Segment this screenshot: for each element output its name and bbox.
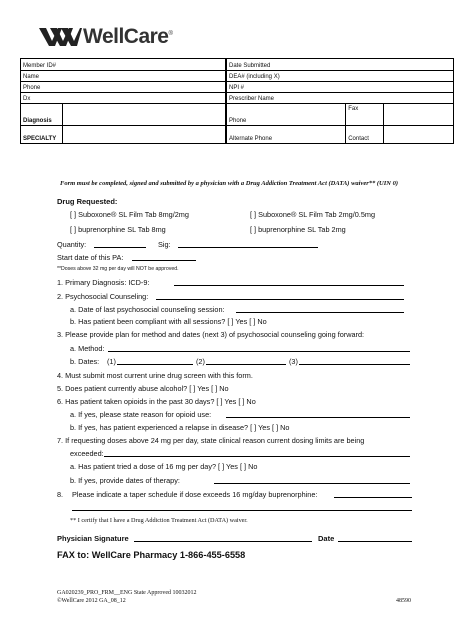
- q7-dose-reason: 7. If requesting doses above 24 mg per day, state clinical reason current dosing limits are being: [57, 436, 365, 445]
- fax-to-pharmacy: FAX to: WellCare Pharmacy 1-866-455-6558: [57, 550, 246, 560]
- q1-input-line[interactable]: [174, 278, 404, 286]
- fax-field[interactable]: [384, 104, 454, 126]
- q2-input-line[interactable]: [156, 292, 404, 300]
- data-waiver-notice: Form must be completed, signed and submitted by a physician with a Drug Addiction Treatment Act (DATA) waiver** (UIN 0): [60, 180, 399, 187]
- q3-counseling-plan: 3. Please provide plan for method and dates (next 3) of psychosocial counseling going forward:: [57, 330, 365, 339]
- quantity-input-line[interactable]: [94, 240, 146, 248]
- q3b-date-1-line[interactable]: [117, 357, 193, 365]
- q8-input-line-2[interactable]: [72, 503, 412, 511]
- member-id-field[interactable]: Member ID#: [21, 59, 227, 71]
- npi-field[interactable]: NPI #: [226, 82, 454, 93]
- q3b-date-3-line[interactable]: [299, 357, 410, 365]
- dea-field[interactable]: DEA# (including X): [226, 71, 454, 82]
- q4-urine-screen: 4. Must submit most current urine drug screen with this form.: [57, 371, 253, 380]
- q3b-date-2-line[interactable]: [206, 357, 286, 365]
- date-submitted-field[interactable]: Date Submitted: [226, 59, 454, 71]
- contact-field[interactable]: [384, 126, 454, 144]
- prescriber-name-field[interactable]: Prescriber Name: [226, 93, 454, 104]
- specialty-field[interactable]: [62, 126, 226, 144]
- q8-input-line[interactable]: [334, 490, 412, 498]
- wellcare-logo: [38, 22, 172, 52]
- start-date-input-line[interactable]: [132, 253, 196, 261]
- q7-input-line[interactable]: [104, 449, 410, 457]
- q3b-date-1-label: (1): [107, 357, 116, 366]
- diagnosis-label: Diagnosis: [21, 104, 63, 126]
- q8-number: 8.: [57, 490, 64, 499]
- date-label: Date: [318, 534, 335, 543]
- option-buprenorphine-8mg[interactable]: [ ] buprenorphine SL Tab 8mg: [70, 225, 166, 234]
- name-field[interactable]: Name: [21, 71, 227, 82]
- sig-input-line[interactable]: [178, 240, 318, 248]
- q3a-input-line[interactable]: [108, 344, 410, 352]
- prescriber-phone-field[interactable]: Phone: [226, 104, 346, 126]
- q6a-opioid-reason: a. If yes, please state reason for opioid use:: [70, 410, 212, 419]
- q2b-compliance[interactable]: b. Has patient been compliant with all sessions? [ ] Yes [ ] No: [70, 317, 267, 326]
- option-suboxone-8mg[interactable]: [ ] Suboxone® SL Film Tab 8mg/2mg: [70, 210, 189, 219]
- copyright-line: ©WellCare 2012 GA_08_12: [57, 598, 126, 604]
- member-prescriber-table: [20, 58, 454, 144]
- dx-field[interactable]: Dx: [21, 93, 227, 104]
- certify-waiver: ** I certify that I have a Drug Addiction Treatment Act (DATA) waiver.: [70, 517, 248, 524]
- q3b-dates-label: b. Dates:: [70, 357, 100, 366]
- contact-label: Contact: [346, 126, 384, 144]
- signature-date-line[interactable]: [338, 534, 412, 542]
- q6-opioids[interactable]: 6. Has patient taken opioids in the past 30 days? [ ] Yes [ ] No: [57, 397, 256, 406]
- doses-note: **Doses above 32 mg per day will NOT be approved.: [57, 266, 179, 272]
- q8-taper-schedule: Please indicate a taper schedule if dose exceeds 16 mg/day buprenorphine:: [72, 490, 318, 499]
- start-date-label: Start date of this PA:: [57, 253, 124, 262]
- physician-signature-line[interactable]: [134, 534, 312, 542]
- q3b-date-3-label: (3): [289, 357, 298, 366]
- q6b-relapse[interactable]: b. If yes, has patient experienced a relapse in disease? [ ] Yes [ ] No: [70, 423, 290, 432]
- q7b-input-line[interactable]: [214, 476, 410, 484]
- quantity-label: Quantity:: [57, 240, 87, 249]
- form-code: 48590: [396, 598, 411, 604]
- form-id-line: GA020239_PRO_FRM__ENG State Approved 10032012: [57, 590, 197, 596]
- q2a-last-session: a. Date of last psychosocial counseling session:: [70, 305, 225, 314]
- q2a-input-line[interactable]: [236, 305, 404, 313]
- alternate-phone-field[interactable]: Alternate Phone: [226, 126, 346, 144]
- specialty-label: SPECIALTY: [21, 126, 63, 144]
- q7a-16mg-trial[interactable]: a. Has patient tried a dose of 16 mg per day? [ ] Yes [ ] No: [70, 462, 258, 471]
- logo-wordmark: WellCare®: [83, 25, 173, 48]
- option-suboxone-2mg[interactable]: [ ] Suboxone® SL Film Tab 2mg/0.5mg: [250, 210, 376, 219]
- q6a-input-line[interactable]: [226, 410, 410, 418]
- member-phone-field[interactable]: Phone: [21, 82, 227, 93]
- wellcare-logo-mark-icon: [38, 25, 82, 49]
- option-buprenorphine-2mg[interactable]: [ ] buprenorphine SL Tab 2mg: [250, 225, 346, 234]
- fax-label: Fax: [346, 104, 384, 126]
- q2-psychosocial-counseling: 2. Psychosocial Counseling:: [57, 292, 149, 301]
- q7-exceeded-label: exceeded:: [70, 449, 104, 458]
- q3a-method-label: a. Method:: [70, 344, 105, 353]
- q7b-therapy-dates: b. If yes, provide dates of therapy:: [70, 476, 180, 485]
- q3b-date-2-label: (2): [196, 357, 205, 366]
- drug-requested-title: Drug Requested:: [57, 197, 118, 206]
- sig-label: Sig:: [158, 240, 171, 249]
- physician-signature-label: Physician Signature: [57, 534, 129, 543]
- q1-primary-diagnosis: 1. Primary Diagnosis: ICD-9:: [57, 278, 150, 287]
- q5-alcohol[interactable]: 5. Does patient currently abuse alcohol? [ ] Yes [ ] No: [57, 384, 229, 393]
- diagnosis-field[interactable]: [62, 104, 226, 126]
